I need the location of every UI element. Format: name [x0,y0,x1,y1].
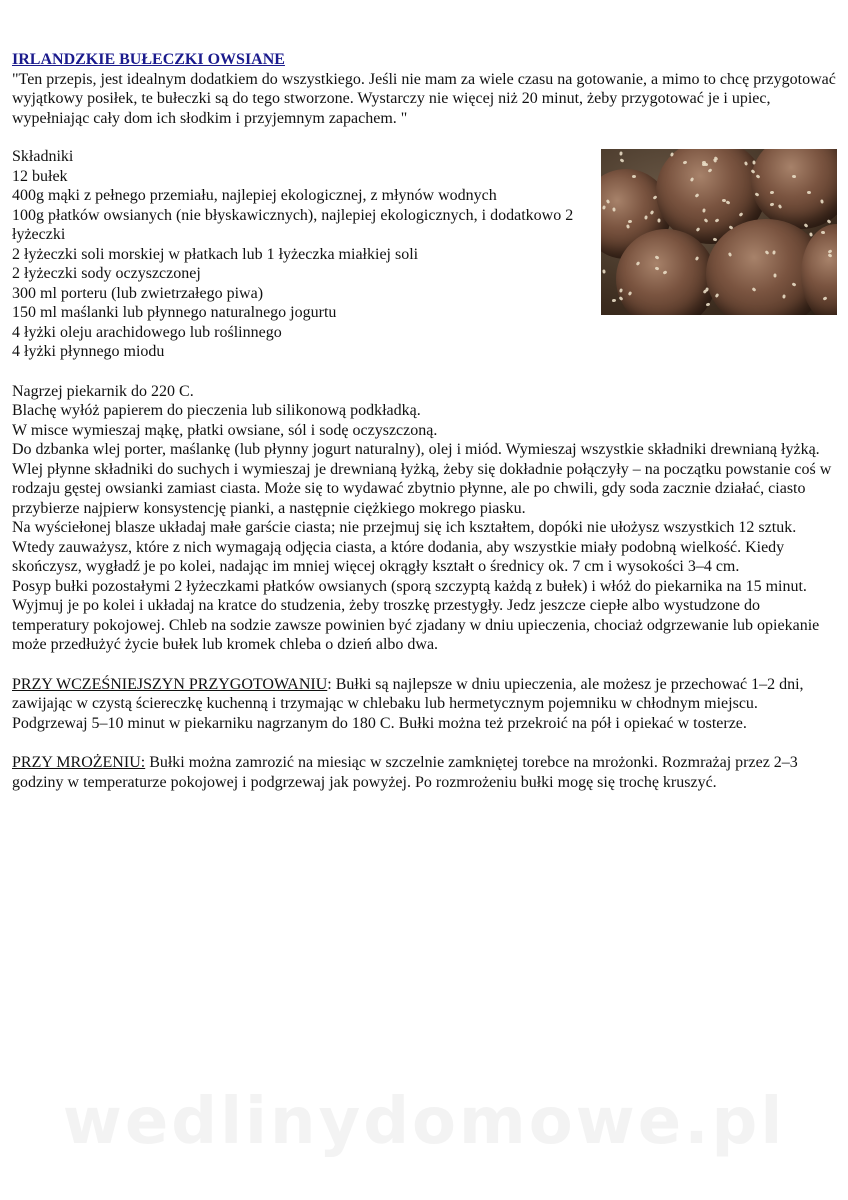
preparation-steps [12,382,837,655]
oat-flake [827,219,832,224]
oat-flake [722,199,726,202]
step: Do dzbanka wlej porter, maślankę (lub płynny jogurt naturalny), olej i miód. Wymieszaj wszystkie składniki drewnianą łyżką. [12,441,820,458]
freezing-note-label: PRZY MROŻENIU: [12,754,146,771]
bun-3 [751,149,837,229]
oat-flake [602,269,606,273]
ingredient-item: 2 łyżeczki soli morskiej w płatkach lub 1 łyżeczka miałkiej soli [12,245,419,263]
ingredient-item: 12 bułek [12,167,68,185]
oat-flake [774,274,777,278]
ingredient-item: 300 ml porteru (lub zwietrzałego piwa) [12,284,264,302]
oat-flake [632,175,636,178]
storage-note-text: : Bułki są najlepsze w dniu upieczenia, ale możesz je przechować 1–2 dni, zawijając w czystą ściereczkę kuchenną i trzymając w chlebaku lub hermetycznym pojemniku w chłodnym miejscu. Podgrzewaj 5–10 minut w piekarniku nagrzanym do 180 C. Bułki można też przekroić na pół i opiekać w tosterze. [12,675,804,732]
oat-flake [752,160,755,164]
oat-flake [620,158,625,163]
oat-flake [657,218,660,222]
ingredient-item: 2 łyżeczki sody oczyszczonej [12,265,201,282]
ingredient-item: 100g płatków owsianych (nie błyskawicznych), najlepiej ekologicznych, i dodatkowo 2 łyżeczki [12,206,574,243]
oat-flake [807,191,811,194]
freezing-note-text: Bułki można zamrozić na miesiąc w szczelnie zamkniętej torebce na mrożonki. Rozmrażaj przez 2–3 godziny w temperaturze pokojowej i podgrzewaj jak powyżej. Po rozmrożeniu bułki mogę się trochę kruszyć. [12,754,798,791]
freezing-note [12,753,837,792]
watermark: wedlinydomowe.pl [62,1085,786,1159]
step: W misce wymieszaj mąkę, płatki owsiane, sól i sodę oczyszczoną. [12,421,438,439]
oat-flake [619,151,622,155]
oat-buns-photo [601,149,837,315]
step: Wlej płynne składniki do suchych i wymieszaj je drewnianą łyżką, żeby się dokładnie połączyły – na początku powstanie coś w rodzaju gęstej owsianki zamiast ciasta. Może się to wydawać zbytnio płynne, ale po chwili, gdy soda zacznie działać, ciasto przybierze najpierw konsystencję pianki, a następnie ciężkiego mokrego piasku. [12,460,832,517]
oat-flake [706,302,711,306]
oat-flake [612,299,616,302]
step: Posyp bułki pozostałymi 2 łyżeczkami płatków owsianych (sporą szczyptą każdą z bułek) i włóż do piekarnika na 15 minut. Wyjmuj je po kolei i układaj na kratce do studzenia, żeby troszkę przestygły. Jedz jeszcze ciepłe albo wystudzone do temperatury pokojowej. Chleb na sodzie zawsze powinien być zjadany w dniu upieczenia, chociaż odgrzewanie lub opiekanie może przedłużyć życie bułek lub kromek chleba o dzień albo dwa. [12,577,820,653]
ingredient-item: 4 łyżki płynnego miodu [12,343,165,360]
step: Nagrzej piekarnik do 220 C. [12,382,194,400]
recipe-intro: "Ten przepis, jest idealnym dodatkiem do wszystkiego. Jeśli nie mam za wiele czasu na gotowanie, a mimo to chcę przygotować wyjątkowy posiłek, te bułeczki są do tego stworzone. Wystarczy nie więcej niż 20 minut, żeby przygotować je i upiec, wypełniając cały dom ich słodkim i przyjemnym zapachem. " [12,70,836,127]
ingredient-item: 400g mąki z pełnego przemiału, najlepiej ekologicznej, z młynów wodnych [12,187,497,204]
recipe-document [12,50,837,792]
step: Blachę wyłóż papierem do pieczenia lub silikonową podkładką. [12,402,421,419]
ingredient-item: 150 ml maślanki lub płynnego naturalnego jogurtu [12,304,337,321]
recipe-title: IRLANDZKIE BUŁECZKI OWSIANE [12,51,285,68]
ingredient-item: 4 łyżki oleju arachidowego lub roślinnego [12,323,282,341]
storage-note-label: PRZY WCZEŚNIEJSZYN PRZYGOTOWANIU [12,675,328,693]
step: Na wyściełonej blasze układaj małe garście ciasta; nie przejmuj się ich kształtem, dopóki nie ułożysz wszystkich 12 sztuk. Wtedy zauważysz, które z nich wymagają odjęcia ciasta, a które dodania, aby wszystkie miały podobną wielkość. Kiedy skończysz, wygładź je po kolei, nadając im mniej więcej okrągły kształt o średnicy ok. 7 cm i wysokości 3–4 cm. [12,519,797,575]
storage-note [12,675,837,734]
ingredients-heading: Składniki [12,148,74,165]
